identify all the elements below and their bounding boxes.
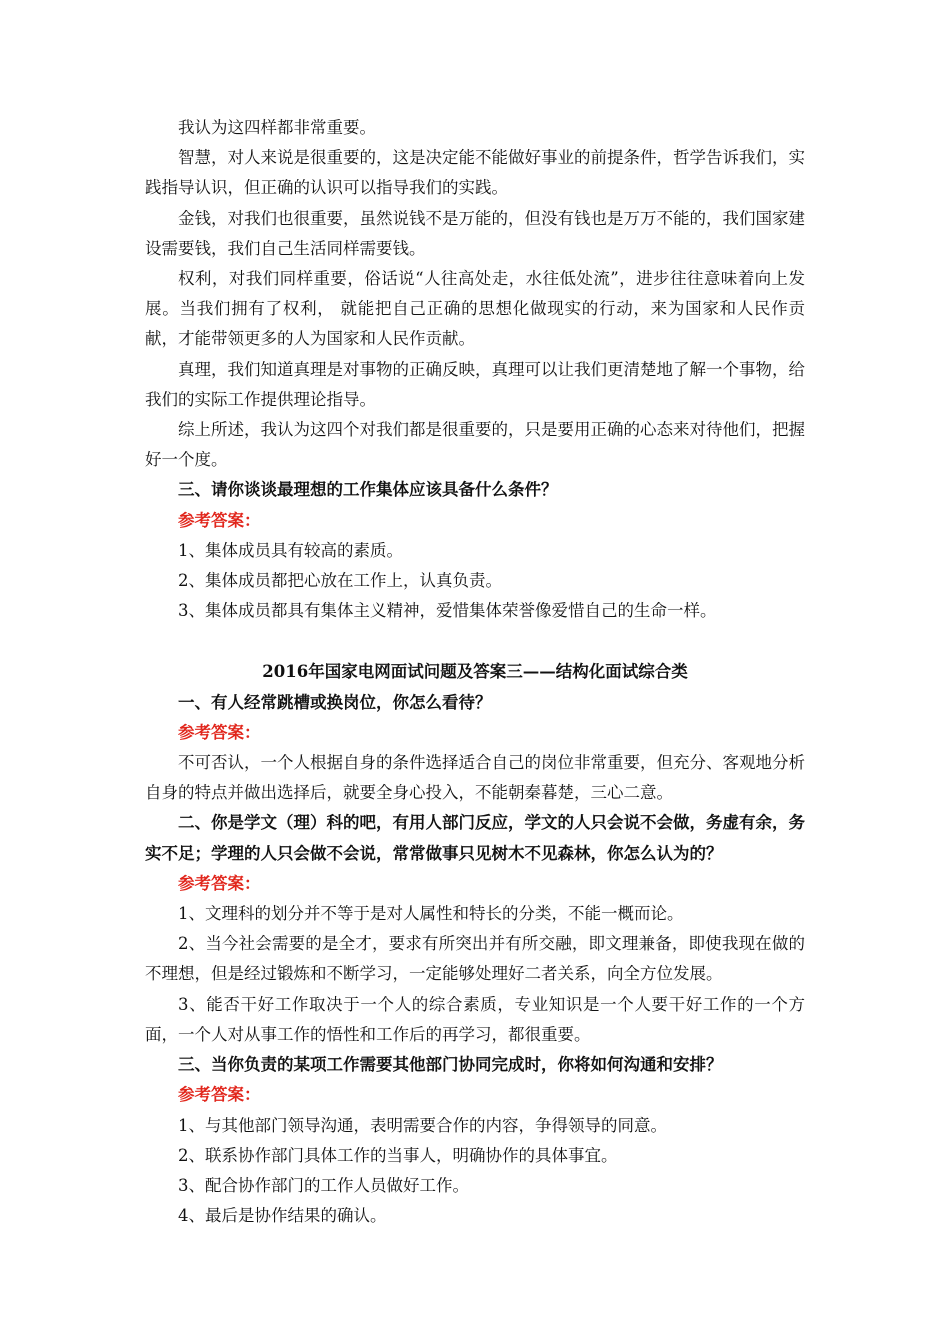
question-heading: 三、当你负责的某项工作需要其他部门协同完成时，你将如何沟通和安排？ [178,1055,723,1075]
question-heading: 二、你是学文（理）科的吧，有用人部门反应，学文的人只会说不会做，务虚有余，务实不足；学理的人只会做不会说，常常做事只见树木不见森林，你怎么认为的？ [145,813,805,863]
answer-item: 3、配合协作部门的工作人员做好工作。 [178,1175,469,1195]
answer-item: 2、集体成员都把心放在工作上，认真负责。 [178,571,502,591]
paragraph: 我认为这四样都非常重要。 [178,118,376,137]
answer-item: 1、文理科的划分并不等于是对人属性和特长的分类，不能一概而论。 [178,904,684,924]
answer-label: 参考答案： [178,873,261,893]
section-spacer [145,626,805,657]
answer-item: 1、集体成员具有较高的素质。 [178,540,403,560]
answer-label: 参考答案： [178,722,261,742]
paragraph: 权利，对我们同样重要，俗话说“人往高处走，水往低处流”，进步往往意味着向上发展。当我们拥有了权利， 就能把自己正确的思想化做现实的行动，来为国家和人民作贡献，才能带领更多的人为国家和人民作贡献。 [145,269,805,349]
question-heading: 三、请你谈谈最理想的工作集体应该具备什么条件？ [178,480,558,500]
paragraph: 真理，我们知道真理是对事物的正确反映，真理可以让我们更清楚地了解一个事物，给我们的实际工作提供理论指导。 [145,359,805,409]
paragraph: 金钱，对我们也很重要，虽然说钱不是万能的，但没有钱也是万万不能的，我们国家建设需要钱，我们自己生活同样需要钱。 [145,208,805,258]
answer-item: 3、能否干好工作取决于一个人的综合素质，专业知识是一个人要干好工作的一个方面，一个人对从事工作的悟性和工作后的再学习，都很重要。 [145,994,805,1044]
section-title: 2016年国家电网面试问题及答案三——结构化面试综合类 [262,662,688,682]
answer-item: 2、当今社会需要的是全才，要求有所突出并有所交融，即文理兼备，即使我现在做的不理想，但是经过锻炼和不断学习，一定能够处理好二者关系，向全方位发展。 [145,934,805,984]
answer-item: 3、集体成员都具有集体主义精神，爱惜集体荣誉像爱惜自己的生命一样。 [178,601,717,621]
answer-item: 2、联系协作部门具体工作的当事人，明确协作的具体事宜。 [178,1145,618,1165]
question-heading: 一、有人经常跳槽或换岗位，你怎么看待？ [178,692,492,712]
paragraph: 综上所述，我认为这四个对我们都是很重要的，只是要用正确的心态来对待他们，把握好一个度。 [145,420,805,470]
page-content [145,113,805,1231]
answer-item: 1、与其他部门领导沟通，表明需要合作的内容，争得领导的同意。 [178,1115,667,1135]
answer-label: 参考答案： [178,510,261,530]
answer-item: 不可否认，一个人根据自身的条件选择适合自己的岗位非常重要，但充分、客观地分析自身的特点并做出选择后，就要全身心投入，不能朝秦暮楚，三心二意。 [145,753,805,803]
answer-label: 参考答案： [178,1085,261,1105]
answer-item: 4、最后是协作结果的确认。 [178,1206,387,1226]
paragraph: 智慧，对人来说是很重要的，这是决定能不能做好事业的前提条件，哲学告诉我们，实践指导认识，但正确的认识可以指导我们的实践。 [145,148,805,198]
